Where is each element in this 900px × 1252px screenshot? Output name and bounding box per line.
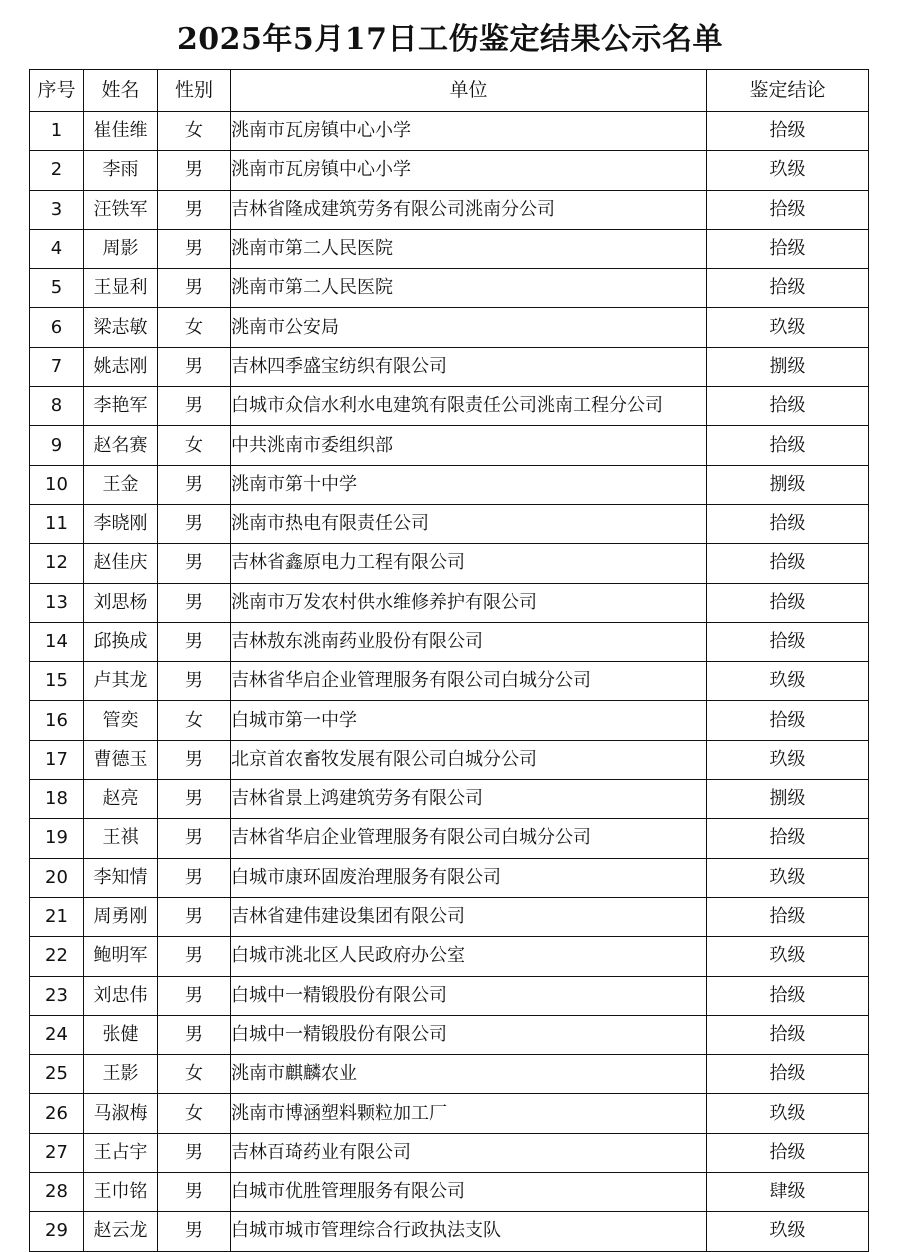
cell-no: 14: [30, 622, 84, 661]
cell-no: 9: [30, 426, 84, 465]
cell-name: 刘思杨: [84, 583, 158, 622]
table-row: [30, 1055, 869, 1094]
table-row: [30, 819, 869, 858]
cell-gender: 男: [158, 151, 231, 190]
cell-no: 5: [30, 269, 84, 308]
cell-name: 卢其龙: [84, 662, 158, 701]
cell-name: 刘忠伟: [84, 976, 158, 1015]
header-gender: 性别: [158, 70, 231, 112]
cell-name: 马淑梅: [84, 1094, 158, 1133]
cell-unit: 吉林省华启企业管理服务有限公司白城分公司: [231, 662, 707, 701]
cell-unit: 吉林百琦药业有限公司: [231, 1133, 707, 1172]
table-row: [30, 112, 869, 151]
cell-name: 邱换成: [84, 622, 158, 661]
cell-unit: 白城市城市管理综合行政执法支队: [231, 1212, 707, 1251]
cell-result: 玖级: [707, 740, 869, 779]
cell-unit: 洮南市第十中学: [231, 465, 707, 504]
table-row: [30, 504, 869, 543]
cell-no: 10: [30, 465, 84, 504]
cell-no: 22: [30, 937, 84, 976]
cell-gender: 男: [158, 622, 231, 661]
cell-result: 拾级: [707, 426, 869, 465]
cell-name: 周影: [84, 229, 158, 268]
cell-unit: 洮南市博涵塑料颗粒加工厂: [231, 1094, 707, 1133]
cell-no: 1: [30, 112, 84, 151]
cell-gender: 女: [158, 701, 231, 740]
cell-no: 16: [30, 701, 84, 740]
cell-gender: 男: [158, 780, 231, 819]
cell-unit: 洮南市麒麟农业: [231, 1055, 707, 1094]
cell-gender: 女: [158, 1055, 231, 1094]
cell-unit: 吉林省鑫原电力工程有限公司: [231, 544, 707, 583]
cell-result: 玖级: [707, 1094, 869, 1133]
cell-unit: 白城市优胜管理服务有限公司: [231, 1173, 707, 1212]
cell-no: 21: [30, 897, 84, 936]
cell-gender: 男: [158, 662, 231, 701]
result-table: [29, 69, 869, 1252]
cell-name: 曹德玉: [84, 740, 158, 779]
cell-gender: 男: [158, 190, 231, 229]
cell-gender: 女: [158, 112, 231, 151]
table-row: [30, 897, 869, 936]
cell-result: 拾级: [707, 1015, 869, 1054]
cell-gender: 男: [158, 269, 231, 308]
cell-unit: 洮南市万发农村供水维修养护有限公司: [231, 583, 707, 622]
cell-result: 玖级: [707, 858, 869, 897]
table-row: [30, 1212, 869, 1251]
cell-no: 18: [30, 780, 84, 819]
table-row: [30, 583, 869, 622]
cell-unit: 北京首农畜牧发展有限公司白城分公司: [231, 740, 707, 779]
cell-gender: 女: [158, 308, 231, 347]
cell-result: 拾级: [707, 1133, 869, 1172]
cell-no: 20: [30, 858, 84, 897]
cell-result: 拾级: [707, 819, 869, 858]
cell-name: 王金: [84, 465, 158, 504]
cell-result: 拾级: [707, 701, 869, 740]
cell-no: 8: [30, 387, 84, 426]
cell-name: 李雨: [84, 151, 158, 190]
cell-unit: 白城市第一中学: [231, 701, 707, 740]
cell-gender: 男: [158, 937, 231, 976]
table-row: [30, 662, 869, 701]
cell-no: 13: [30, 583, 84, 622]
cell-result: 拾级: [707, 622, 869, 661]
cell-gender: 男: [158, 897, 231, 936]
header-result: 鉴定结论: [707, 70, 869, 112]
cell-name: 王占宇: [84, 1133, 158, 1172]
cell-gender: 男: [158, 1173, 231, 1212]
cell-result: 拾级: [707, 1055, 869, 1094]
cell-unit: 吉林四季盛宝纺织有限公司: [231, 347, 707, 386]
table-row: [30, 426, 869, 465]
table-row: [30, 976, 869, 1015]
cell-gender: 女: [158, 426, 231, 465]
table-row: [30, 465, 869, 504]
cell-gender: 男: [158, 229, 231, 268]
table-row: [30, 151, 869, 190]
cell-name: 王显利: [84, 269, 158, 308]
cell-no: 17: [30, 740, 84, 779]
cell-result: 拾级: [707, 897, 869, 936]
cell-no: 11: [30, 504, 84, 543]
cell-name: 李艳军: [84, 387, 158, 426]
cell-result: 玖级: [707, 308, 869, 347]
cell-result: 捌级: [707, 465, 869, 504]
cell-no: 2: [30, 151, 84, 190]
cell-no: 29: [30, 1212, 84, 1251]
cell-name: 李晓刚: [84, 504, 158, 543]
header-no: 序号: [30, 70, 84, 112]
cell-no: 7: [30, 347, 84, 386]
cell-no: 15: [30, 662, 84, 701]
cell-result: 拾级: [707, 229, 869, 268]
cell-no: 19: [30, 819, 84, 858]
cell-name: 梁志敏: [84, 308, 158, 347]
cell-gender: 男: [158, 1133, 231, 1172]
cell-name: 崔佳维: [84, 112, 158, 151]
table-header-row: [30, 70, 869, 112]
table-row: [30, 190, 869, 229]
cell-result: 拾级: [707, 190, 869, 229]
cell-unit: 吉林省隆成建筑劳务有限公司洮南分公司: [231, 190, 707, 229]
cell-unit: 吉林省景上鸿建筑劳务有限公司: [231, 780, 707, 819]
cell-result: 肆级: [707, 1173, 869, 1212]
cell-name: 赵名赛: [84, 426, 158, 465]
cell-unit: 洮南市瓦房镇中心小学: [231, 112, 707, 151]
header-name: 姓名: [84, 70, 158, 112]
cell-name: 鲍明军: [84, 937, 158, 976]
cell-unit: 白城市众信水利水电建筑有限责任公司洮南工程分公司: [231, 387, 707, 426]
cell-result: 玖级: [707, 1212, 869, 1251]
cell-result: 玖级: [707, 151, 869, 190]
cell-unit: 白城中一精锻股份有限公司: [231, 976, 707, 1015]
table-row: [30, 229, 869, 268]
cell-unit: 洮南市瓦房镇中心小学: [231, 151, 707, 190]
cell-name: 汪铁军: [84, 190, 158, 229]
table-row: [30, 308, 869, 347]
cell-unit: 洮南市热电有限责任公司: [231, 504, 707, 543]
cell-gender: 男: [158, 504, 231, 543]
table-row: [30, 740, 869, 779]
cell-gender: 男: [158, 1015, 231, 1054]
cell-unit: 洮南市公安局: [231, 308, 707, 347]
table-row: [30, 1094, 869, 1133]
header-unit: 单位: [231, 70, 707, 112]
cell-result: 捌级: [707, 347, 869, 386]
cell-unit: 洮南市第二人民医院: [231, 229, 707, 268]
cell-gender: 女: [158, 1094, 231, 1133]
cell-name: 姚志刚: [84, 347, 158, 386]
cell-result: 捌级: [707, 780, 869, 819]
cell-no: 3: [30, 190, 84, 229]
table-row: [30, 937, 869, 976]
table-row: [30, 622, 869, 661]
cell-gender: 男: [158, 465, 231, 504]
cell-name: 赵云龙: [84, 1212, 158, 1251]
cell-gender: 男: [158, 740, 231, 779]
cell-result: 拾级: [707, 976, 869, 1015]
cell-gender: 男: [158, 976, 231, 1015]
cell-result: 拾级: [707, 387, 869, 426]
cell-no: 25: [30, 1055, 84, 1094]
cell-no: 27: [30, 1133, 84, 1172]
cell-unit: 吉林省华启企业管理服务有限公司白城分公司: [231, 819, 707, 858]
cell-result: 拾级: [707, 544, 869, 583]
cell-name: 管奕: [84, 701, 158, 740]
cell-no: 4: [30, 229, 84, 268]
page-title: 2025年5月17日工伤鉴定结果公示名单: [176, 22, 724, 57]
cell-unit: 白城中一精锻股份有限公司: [231, 1015, 707, 1054]
cell-result: 拾级: [707, 504, 869, 543]
cell-gender: 男: [158, 819, 231, 858]
cell-name: 赵亮: [84, 780, 158, 819]
cell-name: 王巾铭: [84, 1173, 158, 1212]
cell-no: 24: [30, 1015, 84, 1054]
cell-gender: 男: [158, 387, 231, 426]
table-row: [30, 387, 869, 426]
cell-no: 23: [30, 976, 84, 1015]
table-row: [30, 858, 869, 897]
cell-no: 6: [30, 308, 84, 347]
table-row: [30, 1173, 869, 1212]
cell-name: 李知情: [84, 858, 158, 897]
table-row: [30, 1015, 869, 1054]
table-row: [30, 347, 869, 386]
table-row: [30, 544, 869, 583]
cell-gender: 男: [158, 347, 231, 386]
cell-result: 拾级: [707, 583, 869, 622]
cell-result: 拾级: [707, 269, 869, 308]
table-row: [30, 701, 869, 740]
cell-result: 玖级: [707, 662, 869, 701]
cell-unit: 吉林省建伟建设集团有限公司: [231, 897, 707, 936]
cell-unit: 白城市康环固废治理服务有限公司: [231, 858, 707, 897]
cell-no: 12: [30, 544, 84, 583]
cell-name: 王祺: [84, 819, 158, 858]
cell-name: 张健: [84, 1015, 158, 1054]
cell-no: 28: [30, 1173, 84, 1212]
cell-unit: 洮南市第二人民医院: [231, 269, 707, 308]
cell-name: 王影: [84, 1055, 158, 1094]
cell-no: 26: [30, 1094, 84, 1133]
cell-unit: 中共洮南市委组织部: [231, 426, 707, 465]
table-row: [30, 780, 869, 819]
cell-result: 玖级: [707, 937, 869, 976]
cell-gender: 男: [158, 858, 231, 897]
table-row: [30, 269, 869, 308]
cell-name: 赵佳庆: [84, 544, 158, 583]
table-body: [30, 112, 869, 1252]
cell-gender: 男: [158, 1212, 231, 1251]
cell-gender: 男: [158, 544, 231, 583]
cell-name: 周勇刚: [84, 897, 158, 936]
table-row: [30, 1133, 869, 1172]
cell-result: 拾级: [707, 112, 869, 151]
cell-unit: 吉林敖东洮南药业股份有限公司: [231, 622, 707, 661]
cell-unit: 白城市洮北区人民政府办公室: [231, 937, 707, 976]
cell-gender: 男: [158, 583, 231, 622]
